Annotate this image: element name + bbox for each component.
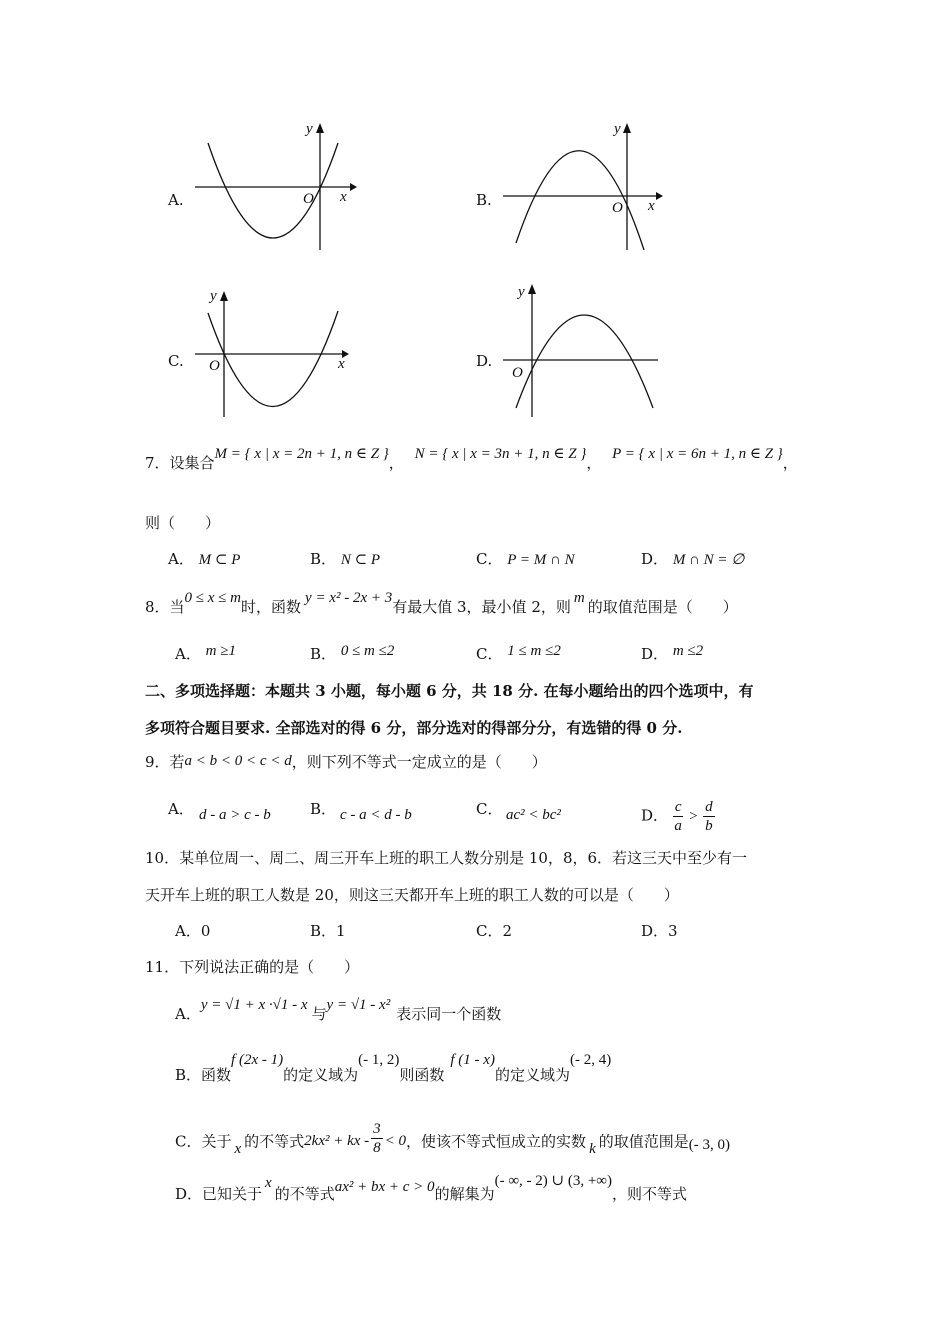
graph-a xyxy=(190,115,360,255)
graph-a-label: A. xyxy=(168,191,184,209)
option-label: C． xyxy=(476,922,503,940)
q7-separator: ， xyxy=(388,454,404,472)
q11a-text: 与 xyxy=(311,1005,327,1023)
q7-option-c xyxy=(476,548,575,569)
option-text: m ≤2 xyxy=(672,643,704,659)
option-label: A． xyxy=(168,800,194,818)
q11b-domain-2: (- 2, 4) xyxy=(569,1052,612,1068)
q11d-text: 的解集为 xyxy=(434,1185,495,1203)
q11b-text: 的定义域为 xyxy=(283,1066,359,1084)
q8-option-d xyxy=(641,643,703,664)
graph-c-label: C. xyxy=(168,352,184,370)
graph-d-label: D. xyxy=(476,352,493,370)
q11b-domain-1: (- 1, 2) xyxy=(358,1052,400,1068)
q11c-variable-k: k xyxy=(589,1140,596,1157)
graph-a-x-label: x xyxy=(340,189,347,205)
fraction-numerator: d xyxy=(705,799,713,815)
option-text: M ⊂ P xyxy=(198,552,241,568)
q11-option-a xyxy=(175,997,502,1024)
q11c-expression: 2kx² + kx - xyxy=(304,1132,370,1149)
q8-prefix: 8．当 xyxy=(145,598,185,616)
q9-option-c-text: ac² < bc² xyxy=(506,807,561,823)
graph-a-origin: O xyxy=(303,191,314,207)
option-text: 1 ≤ m ≤2 xyxy=(507,643,561,659)
option-text: 3 xyxy=(668,922,678,940)
option-label: B． xyxy=(310,800,337,818)
fraction-denominator: b xyxy=(705,818,713,834)
graph-b-y-label: y xyxy=(614,121,621,137)
q11b-text: 则函数 xyxy=(399,1066,445,1084)
option-label: A． xyxy=(175,922,201,940)
q11b-function-1: f (2x - 1) xyxy=(231,1052,284,1068)
q9-option-b xyxy=(310,798,336,819)
q11c-text: 的不等式 xyxy=(244,1132,305,1151)
q8-option-c xyxy=(476,643,561,664)
q11d-expression: ax² + bx + c > 0 xyxy=(334,1179,435,1195)
q10-option-d xyxy=(641,920,678,941)
q9-fraction-c-over-a xyxy=(673,798,684,835)
q9-text: ，则下列不等式一定成立的是（ ） xyxy=(291,753,547,771)
option-label: B． xyxy=(310,645,337,663)
q8-option-a xyxy=(175,643,236,664)
graph-b-x-label: x xyxy=(648,198,655,214)
option-label: B． xyxy=(310,922,337,940)
q7-option-a xyxy=(168,548,240,569)
graph-d-origin: O xyxy=(512,365,523,381)
q7-separator: ， xyxy=(782,454,798,472)
option-label: C． xyxy=(476,550,503,568)
q11d-variable: x xyxy=(265,1175,272,1191)
fraction-numerator: 3 xyxy=(373,1121,381,1137)
q11a-function-1: y = √1 + x ·√1 - x xyxy=(200,997,308,1013)
q7-set-n: N = { x | x = 3n + 1, n ∈ Z } xyxy=(414,446,587,462)
q11d-text: ，则不等式 xyxy=(611,1185,687,1203)
q11b-text: 的定义域为 xyxy=(494,1066,570,1084)
option-label: C． xyxy=(476,800,503,818)
section-2-heading-line1: 二、多项选择题：本题共 3 小题，每小题 6 分，共 18 分. 在每小题给出的四个选项中，有 xyxy=(145,682,754,700)
q8-function: y = x² - 2x + 3 xyxy=(305,590,393,606)
q9-condition: a < b < 0 < c < d xyxy=(184,753,292,769)
option-text: 0 xyxy=(200,922,211,940)
q8-text: 时，函数 xyxy=(241,598,302,616)
q9-operator: > xyxy=(688,808,699,825)
option-label: D． xyxy=(641,645,669,663)
q11a-text: 表示同一个函数 xyxy=(396,1005,502,1023)
q9-option-a xyxy=(168,798,194,819)
q10-option-b xyxy=(310,920,346,941)
q11d-text: 的不等式 xyxy=(274,1185,335,1203)
graph-c-origin: O xyxy=(209,358,220,374)
q11-option-d xyxy=(175,1173,687,1204)
q11c-text: ，使该不等式恒成立的实数 xyxy=(406,1132,587,1151)
q7-number: 7．设集合 xyxy=(145,454,215,472)
option-label: D． xyxy=(641,550,669,568)
fraction-numerator: c xyxy=(674,799,682,815)
section-2-heading-line2: 多项符合题目要求. 全部选对的得 6 分，部分选对的得部分分，有选错的得 0 分. xyxy=(145,719,683,737)
option-label: B． xyxy=(310,550,337,568)
graph-c-y-label: y xyxy=(210,288,217,304)
q7-option-b xyxy=(310,548,380,569)
q10-line1: 10．某单位周一、周二、周三开车上班的职工人数分别是 10，8，6．若这三天中至少有一 xyxy=(145,849,748,867)
option-label: C． xyxy=(476,645,503,663)
q10-option-c xyxy=(476,920,512,941)
q9-prefix: 9．若 xyxy=(145,753,185,771)
graph-b xyxy=(498,115,668,255)
q9-option-a-text: d - a > c - b xyxy=(199,807,271,823)
graph-b-origin: O xyxy=(612,200,623,216)
q11-stem: 11．下列说法正确的是（ ） xyxy=(145,958,360,976)
option-label: D．已知关于 xyxy=(175,1185,263,1203)
option-text: m ≥1 xyxy=(205,643,236,659)
q8-option-b xyxy=(310,643,394,664)
option-label: D． xyxy=(641,806,669,825)
q7-separator: ， xyxy=(586,454,602,472)
q11d-solution-set: (- ∞, - 2) ∪ (3, +∞) xyxy=(494,1173,612,1189)
option-label: A． xyxy=(175,1005,201,1023)
option-text: 0 ≤ m ≤2 xyxy=(340,643,395,659)
option-label: C．关于 xyxy=(175,1132,232,1151)
q7-line2: 则（ ） xyxy=(145,514,221,532)
q9-option-d xyxy=(641,798,715,835)
q11c-expression-tail: < 0 xyxy=(384,1132,407,1149)
q7-set-p: P = { x | x = 6n + 1, n ∈ Z } xyxy=(612,446,783,462)
option-text: 2 xyxy=(502,922,513,940)
q8-range: 0 ≤ x ≤ m xyxy=(184,590,242,606)
q11c-variable: x xyxy=(234,1140,242,1157)
option-label: B．函数 xyxy=(175,1066,232,1084)
q7-set-m: M = { x | x = 2n + 1, n ∈ Z } xyxy=(214,446,389,462)
option-label: D． xyxy=(641,922,669,940)
q8-text: 有最大值 3，最小值 2，则 xyxy=(392,598,571,616)
graph-d-y-label: y xyxy=(518,284,525,300)
fraction-denominator: a xyxy=(674,818,682,834)
q8-text: 的取值范围是（ ） xyxy=(587,598,738,616)
q10-line2: 天开车上班的职工人数是 20，则这三天都开车上班的职工人数的可以是（ ） xyxy=(145,886,679,904)
question-9 xyxy=(145,751,547,772)
q9-option-c xyxy=(476,798,502,819)
fraction-denominator: 8 xyxy=(373,1140,381,1156)
q9-option-b-text: c - a < d - b xyxy=(340,807,412,823)
q11c-text: 的取值范围是 xyxy=(598,1132,689,1151)
graph-b-label: B. xyxy=(476,191,492,209)
q8-variable: m xyxy=(573,590,585,606)
option-label: A． xyxy=(175,645,201,663)
q11c-range: (- 3, 0) xyxy=(688,1136,730,1153)
graph-c xyxy=(190,283,360,423)
option-text: P = M ∩ N xyxy=(507,552,575,568)
option-text: 1 xyxy=(336,922,346,940)
q11-option-c xyxy=(175,1121,730,1161)
q9-fraction-d-over-b xyxy=(703,798,715,835)
question-8 xyxy=(145,590,738,617)
option-label: A． xyxy=(168,550,194,568)
q7-option-d xyxy=(641,548,744,569)
graph-c-x-label: x xyxy=(338,356,345,372)
q11-option-b xyxy=(175,1052,612,1085)
graph-d xyxy=(498,280,668,420)
graph-a-y-label: y xyxy=(306,121,313,137)
q11a-function-2: y = √1 - x² xyxy=(326,997,391,1013)
option-text: M ∩ N = ∅ xyxy=(672,552,745,568)
q11b-function-2: f (1 - x) xyxy=(450,1052,495,1068)
question-7 xyxy=(145,446,798,473)
q11c-fraction xyxy=(371,1120,383,1157)
q10-option-a xyxy=(175,920,210,941)
option-text: N ⊂ P xyxy=(340,552,381,568)
